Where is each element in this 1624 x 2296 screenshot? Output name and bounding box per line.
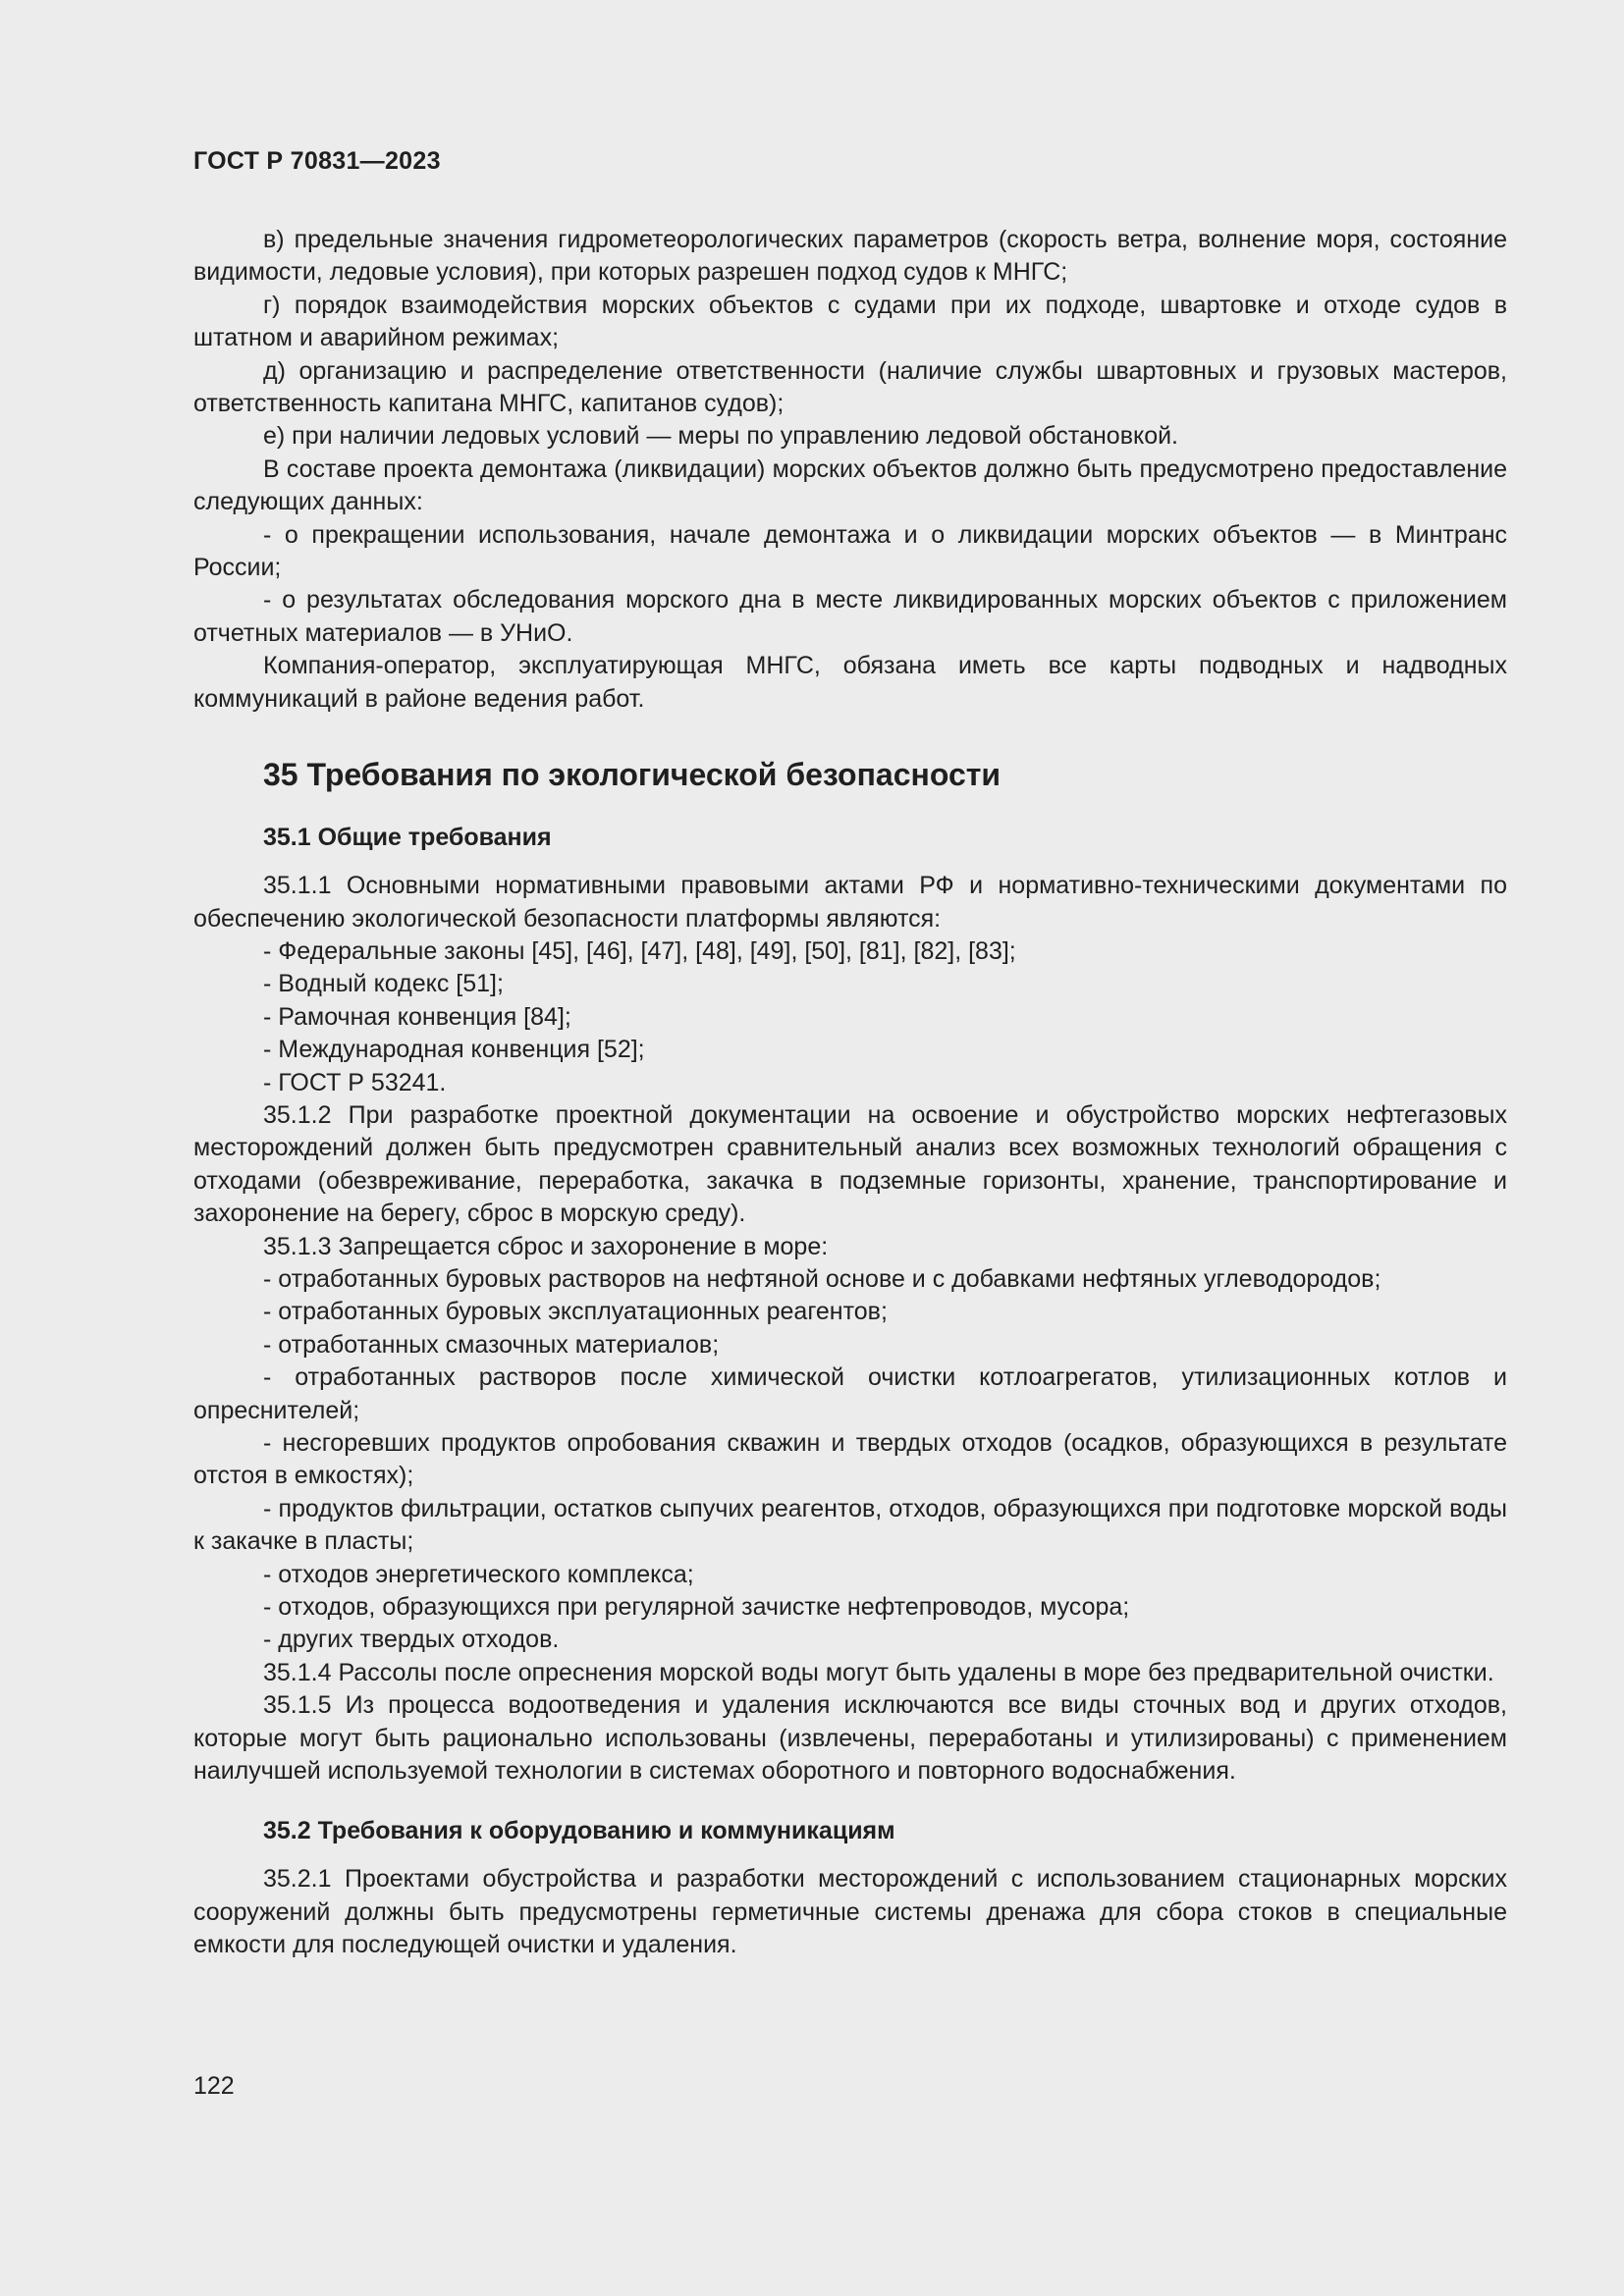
list-item: - продуктов фильтрации, остатков сыпучих реагентов, отходов, образующихся при подготовке морской воды к закачке в пласты; [193,1494,1507,1556]
paragraph: в) предельные значения гидрометеорологических параметров (скорость ветра, волнение моря, состояние видимости, ледовые условия), при которых разрешен подход судов к МНГС; [193,226,1507,287]
paragraph: д) организацию и распределение ответственности (наличие службы швартовных и грузовых мастеров, ответственность капитана МНГС, капитанов судов); [193,356,1507,418]
paragraph: г) порядок взаимодействия морских объектов с судами при их подходе, швартовке и отходе судов в штатном и аварийном режимах; [193,291,1507,352]
document-body [193,224,1507,1962]
list-item: - отработанных растворов после химической очистки котлоагрегатов, утилизационных котлов и опреснителей; [193,1363,1507,1424]
list-item: - отходов энергетического комплекса; [263,1560,694,1588]
paragraph: Компания-оператор, эксплуатирующая МНГС, обязана иметь все карты подводных и надводных коммуникаций в районе ведения работ. [193,652,1507,713]
paragraph: 35.1.5 Из процесса водоотведения и удаления исключаются все виды сточных вод и других отходов, которые могут быть рационально использованы (извлечены, переработаны и утилизированы) с применением наилучшей используемой технологии в системах оборотного и повторного водоснабжения. [193,1691,1507,1786]
section-heading: 35 Требования по экологической безопасности [263,757,1001,793]
list-item: - ГОСТ Р 53241. [263,1068,447,1096]
paragraph: 35.1.2 При разработке проектной документации на освоение и обустройство морских нефтегазовых месторождений должен быть предусмотрен сравнительный анализ всех возможных технологий обращения с отходами (обезвреживание, переработка, закачка в подземные горизонты, хранение, транспортирование и захоронение на берегу, сброс в морскую среду). [193,1100,1507,1228]
subsection-heading: 35.1 Общие требования [263,824,552,852]
list-item: - отработанных буровых эксплуатационных реагентов; [263,1298,888,1326]
paragraph: е) при наличии ледовых условий — меры по управлению ледовой обстановкой. [263,422,1179,451]
list-item: - о результатах обследования морского дна в месте ликвидированных морских объектов с приложением отчетных материалов — в УНиО. [193,586,1507,647]
page-number: 122 [193,2072,235,2100]
paragraph: В составе проекта демонтажа (ликвидации) морских объектов должно быть предусмотрено предоставление следующих данных: [193,454,1507,516]
paragraph: 35.1.3 Запрещается сброс и захоронение в море: [263,1232,829,1260]
list-item: - несгоревших продуктов опробования скважин и твердых отходов (осадков, образующихся в результате отстоя в емкостях); [193,1429,1507,1490]
list-item: - Водный кодекс [51]; [263,970,504,998]
subsection-heading: 35.2 Требования к оборудованию и коммуникациям [263,1817,895,1845]
list-item: - Международная конвенция [52]; [263,1036,645,1064]
document-header: ГОСТ Р 70831—2023 [193,147,441,175]
list-item: - отработанных буровых растворов на нефтяной основе и с добавками нефтяных углеводородов; [263,1264,1381,1293]
list-item: - отработанных смазочных материалов; [263,1330,720,1359]
paragraph: 35.1.1 Основными нормативными правовыми актами РФ и нормативно-техническими документами по обеспечению экологической безопасности платформы являются: [193,872,1507,933]
list-item: - Федеральные законы [45], [46], [47], [48], [49], [50], [81], [82], [83]; [263,936,1016,965]
list-item: - отходов, образующихся при регулярной зачистке нефтепроводов, мусора; [263,1593,1130,1622]
list-item: - о прекращении использования, начале демонтажа и о ликвидации морских объектов — в Минтранс России; [193,520,1507,582]
list-item: - Рамочная конвенция [84]; [263,1002,571,1031]
paragraph: 35.1.4 Рассолы после опреснения морской воды могут быть удалены в море без предварительной очистки. [263,1658,1494,1686]
paragraph: 35.2.1 Проектами обустройства и разработки месторождений с использованием стационарных морских сооружений должны быть предусмотрены герметичные системы дренажа для сбора стоков в специальные емкости для последующей очистки и удаления. [193,1865,1507,1959]
list-item: - других твердых отходов. [263,1626,560,1654]
